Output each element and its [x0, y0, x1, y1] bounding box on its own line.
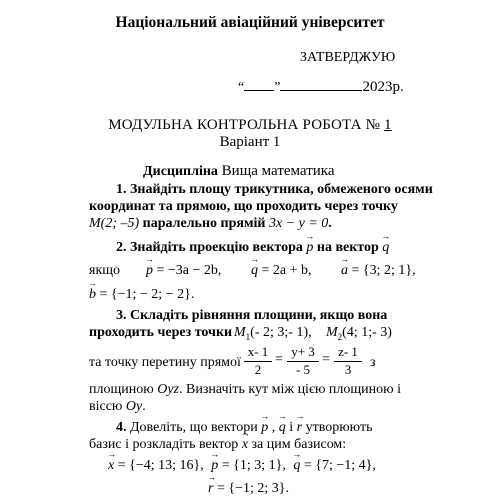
university-name: Національний авіаційний університет [115, 14, 385, 31]
task3-text2: проходить через точки [89, 325, 233, 340]
task2-q-definition [251, 263, 312, 279]
and-word: і [289, 420, 294, 435]
approval-date-line [238, 79, 404, 96]
task3-text4b: . Визначіть кут між цією площиною і [178, 382, 402, 397]
m2-coords: (4; 1;- 3) [342, 325, 392, 340]
quote-close: ” [274, 80, 281, 95]
task2-a-definition [341, 263, 416, 279]
fraction-y-numerator: y+ 3 [291, 344, 315, 359]
vector-q: → q [382, 240, 389, 256]
vector-p: → p [261, 420, 268, 436]
period: . [285, 481, 289, 496]
p-definition: = {1; 3; 1} [221, 458, 283, 473]
vector-x: → x [242, 437, 248, 453]
q-definition: = {7; −1; 4} [303, 458, 373, 473]
task1-text3: паралельно прямій [139, 216, 269, 231]
task3-text5b: . [142, 399, 146, 414]
period: . [190, 287, 195, 302]
task3-number: 3. [116, 308, 127, 323]
comma: , [412, 263, 416, 278]
day-blank [244, 79, 274, 91]
exam-number: 1 [384, 117, 392, 133]
fraction-z-denominator: 3 [344, 362, 352, 377]
fraction-x [244, 344, 272, 378]
equals-1: = [275, 352, 283, 367]
task4-text1b: утворюють [305, 420, 373, 435]
task4-r-line [208, 481, 289, 497]
vector-p: → p [306, 240, 313, 256]
task1-line1 [116, 182, 433, 198]
vector-q: → q [279, 420, 286, 436]
exam-title [0, 117, 500, 134]
fraction-z-numerator: z- 1 [338, 344, 358, 359]
task3-text4a: площиною [89, 382, 158, 397]
task3-line5 [89, 399, 146, 415]
month-blank [280, 79, 362, 91]
task3-text5a: віссю [89, 399, 126, 414]
task4-text2b: за цим базисом: [248, 437, 347, 452]
m1-label: M [234, 325, 246, 340]
task2-b-definition [89, 287, 194, 303]
equals-2: = [322, 352, 330, 367]
task3-text1: Складіть рівняння площини, якщо вона [126, 308, 388, 323]
vector-r: → r [208, 481, 213, 497]
fraction-x-numerator: x- 1 [247, 344, 269, 359]
exam-title-text: МОДУЛЬНА КОНТРОЛЬНА РОБОТА № [108, 117, 381, 133]
fraction-y [287, 344, 319, 378]
variant-title: Варіант 1 [219, 134, 281, 150]
vector-r: → r [297, 420, 302, 436]
task2-q-def: = 2a + b [261, 263, 309, 278]
task1-end: . [328, 216, 332, 231]
task3-line2 [89, 325, 232, 341]
task2-number: 2. [116, 240, 127, 255]
task3-point-m1: $M_1(-$ 2; 3;- 1), [234, 325, 312, 342]
plane-oyz: Oyz [157, 382, 179, 397]
comma: , [271, 420, 276, 435]
task2-a-def: = {3; 2; 1} [351, 263, 413, 278]
fraction-x-denominator: 2 [254, 362, 262, 377]
discipline-label: Дисципліна [143, 164, 218, 179]
task3-with: з [370, 355, 376, 370]
discipline-name: Вища математика [221, 163, 335, 179]
vector-b: → b [89, 287, 96, 303]
discipline-line [143, 163, 335, 180]
vector-q: → q [293, 458, 300, 474]
comma: , [372, 458, 376, 473]
task4-number: 4. [116, 420, 127, 435]
vector-a: → a [341, 263, 348, 279]
comma: , [282, 458, 286, 473]
task1-equation: 3x − y = 0 [268, 216, 329, 231]
task2-if: якщо [89, 263, 121, 278]
axis-oy: Oy [125, 399, 143, 414]
year: 2023р. [362, 79, 404, 95]
vector-q: → q [251, 263, 258, 279]
task4-text1a: Довеліть, що вектори [126, 420, 262, 435]
vector-p: → p [146, 263, 153, 279]
task2-text2: на вектор [313, 240, 383, 255]
vector-p: → p [211, 458, 218, 474]
task2-p-def: = −3a − 2b [156, 263, 218, 278]
comma: , [217, 263, 222, 278]
task3-line1 [116, 308, 387, 324]
task3-line4 [89, 382, 401, 398]
m1-coords: (- 2; 3;- 1) [250, 325, 309, 340]
task1-text1: . Знайдіть площу трикутника, обмеженого осями [123, 182, 433, 197]
comma: , [200, 458, 204, 473]
m2-subscript: 2 [337, 331, 343, 342]
task4-vectors-line [108, 458, 376, 474]
r-definition: = {−1; 2; 3} [216, 481, 286, 496]
fraction-y-denominator: - 5 [295, 362, 311, 377]
task1-number: 1 [116, 182, 123, 197]
fraction-z [334, 344, 362, 378]
task1-line2: координат та прямою, що проходить через точку [89, 199, 398, 214]
task4-text2a: базис і розкладіть вектор [89, 437, 242, 452]
task2-text1: Знайдіть проекцію вектора [126, 240, 307, 255]
task3-point-m2 [326, 325, 392, 342]
m2-label: M [326, 325, 338, 340]
task2-p-definition [146, 263, 221, 279]
task1-line3 [89, 216, 332, 232]
x-definition: = {−4; 13; 16} [117, 458, 201, 473]
vector-x: → x [108, 458, 114, 474]
task2-b-def: = {−1; − 2; − 2} [99, 287, 191, 302]
comma: , [308, 263, 312, 278]
quote-open: “ [238, 80, 245, 95]
m1-subscript: 1 [245, 331, 251, 342]
approve-label: ЗАТВЕРДЖУЮ [300, 50, 396, 65]
task3-line3: та точку перетину прямої [89, 355, 241, 370]
task1-point: M(2; –5) [89, 216, 140, 231]
